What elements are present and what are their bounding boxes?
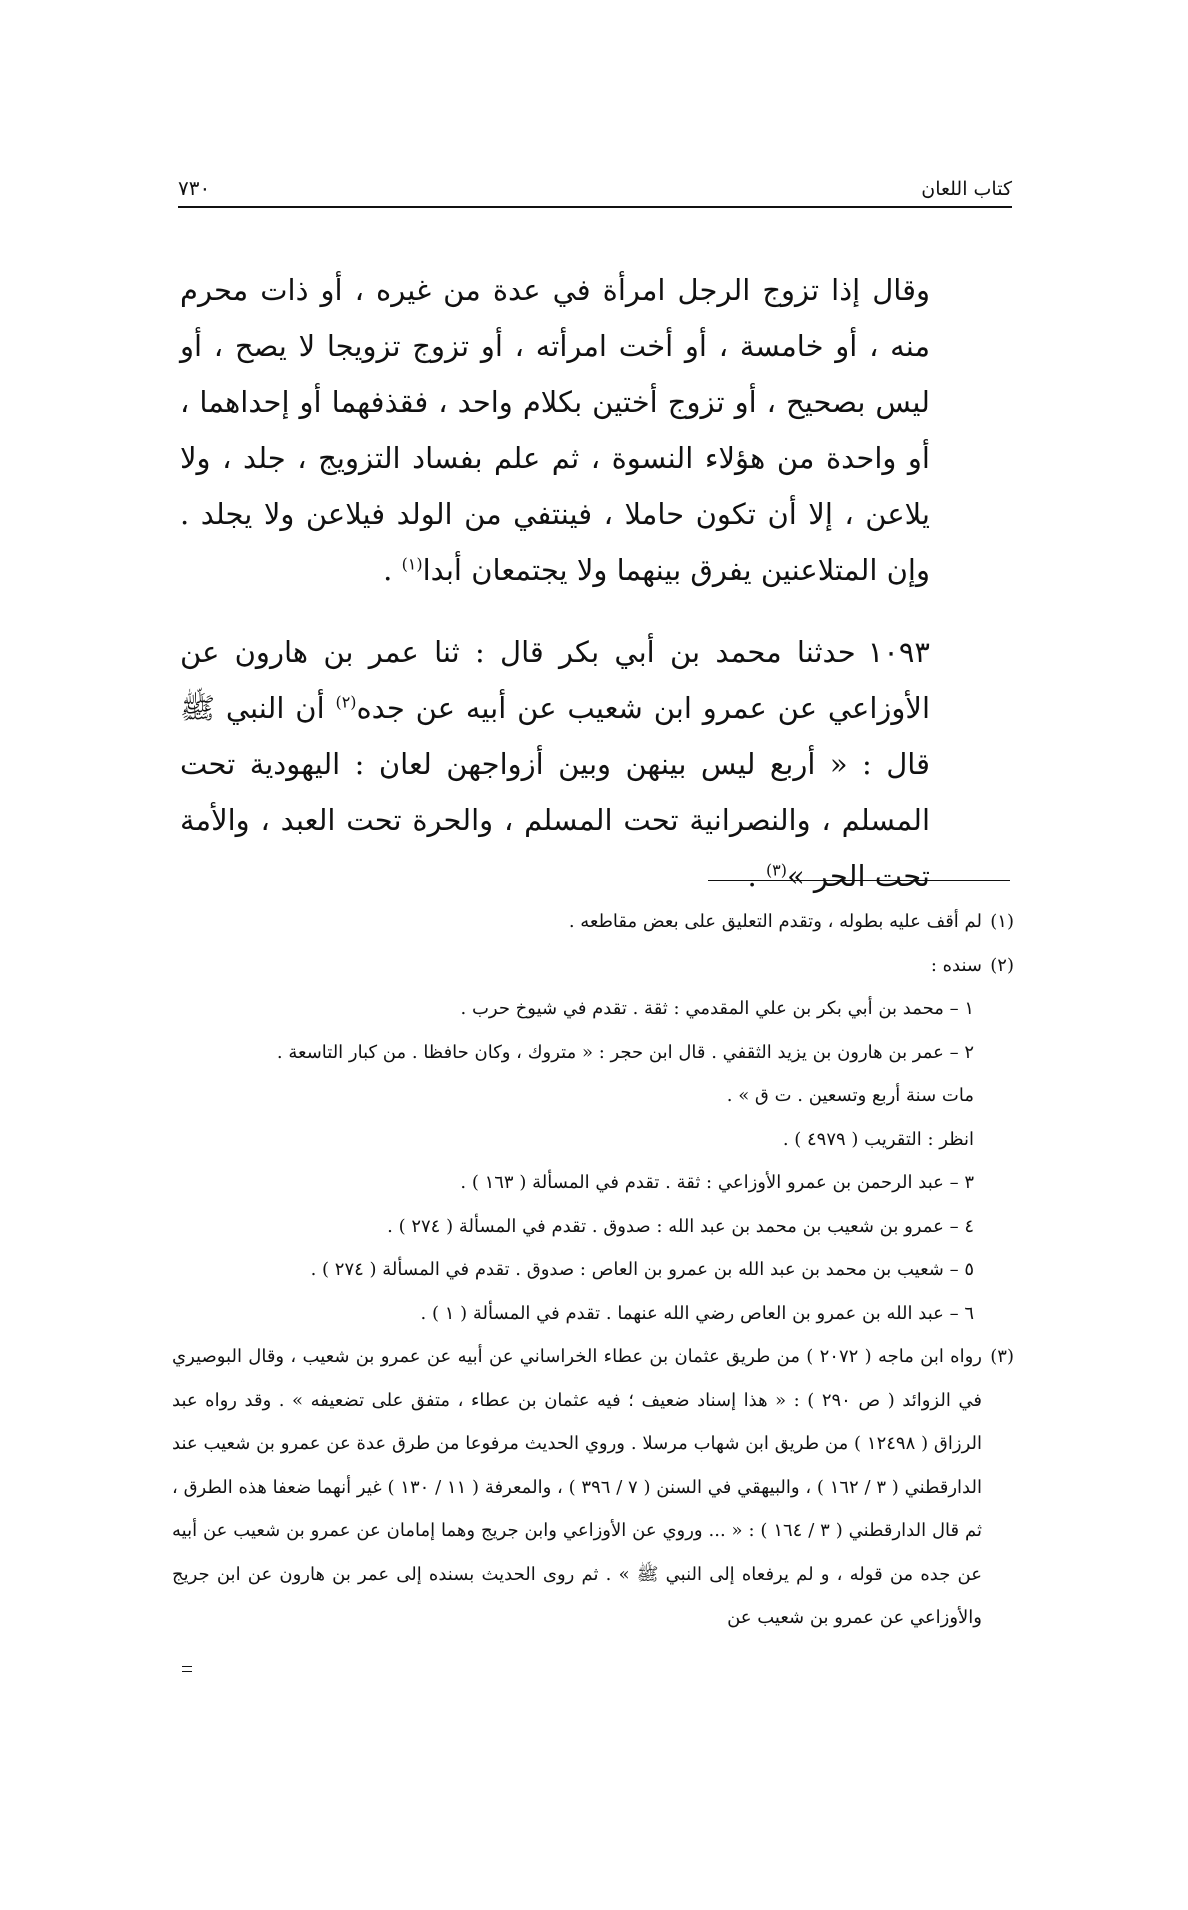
footnote-number: (٣)	[990, 1346, 1014, 1367]
running-header	[178, 160, 1012, 208]
paragraph-text: وقال إذا تزوج الرجل امرأة في عدة من غيره ، أو ذات محرم منه ، أو خامسة ، أو أخت امرأته ، أو تزوج تزويجا لا يصح ، أو ليس بصحيح ، أو تزوج أختين بكلام واحد ، فقذفهما أو إحداهما ، أو واحدة من هؤلاء النسوة ، ثم علم بفساد التزويج ، جلد ، ولا يلاعن ، إلا أن تكون حاملا ، فينتفي من الولد فيلاعن ولا يجلد . وإن المتلاعنين يفرق بينهما ولا يجتمعان أبدا	[180, 273, 930, 587]
footnote-2	[172, 944, 1014, 988]
hadith-chain: حدثنا محمد بن أبي بكر قال : ثنا عمر بن هارون عن الأوزاعي عن عمرو ابن شعيب عن أبيه عن جده	[180, 635, 930, 725]
narrator-2-continued: مات سنة أربع وتسعين . ت ق » .	[726, 1085, 974, 1106]
narrator-3: ٣ – عبد الرحمن بن عمرو الأوزاعي : ثقة . تقدم في المسألة ( ١٦٣ ) .	[460, 1172, 974, 1193]
footnote-ref-2[interactable]: (٢)	[335, 692, 357, 712]
hadith-1093: ١٠٩٣حدثنا محمد بن أبي بكر قال : ثنا عمر بن هارون عن الأوزاعي عن عمرو ابن شعيب عن أبيه عن جده$^{(٢)}$ أن النبي ﷺ قال : « أربع ليس بينهن وبين أزواجهن لعان : اليهودية تحت المسلم ، والنصرانية تحت المسلم ، والحرة تحت العبد ، والأمة تحت الحر »$^{(٣)}$ .	[180, 635, 930, 893]
footnote-ref-1[interactable]: (١)	[401, 554, 423, 574]
footnote-number: (١)	[990, 911, 1014, 932]
footnote-number: (٢)	[990, 954, 1014, 976]
narrator-1: ١ – محمد بن أبي بكر بن علي المقدمي : ثقة . تقدم في شيوخ حرب .	[460, 998, 974, 1019]
continuation-mark	[182, 1666, 192, 1672]
footnote-3	[172, 1335, 1014, 1640]
footnotes	[172, 900, 1014, 1640]
narrator-6: ٦ – عبد الله بن عمرو بن العاص رضي الله عنهما . تقدم في المسألة ( ١ ) .	[420, 1302, 974, 1324]
paragraph-ruling: وقال إذا تزوج الرجل امرأة في عدة من غيره ، أو ذات محرم منه ، أو خامسة ، أو أخت امرأته ، أو تزوج تزويجا لا يصح ، أو ليس بصحيح ، أو تزوج أختين بكلام واحد ، فقذفهما أو إحداهما ، أو واحدة من هؤلاء النسوة ، ثم علم بفساد التزويج ، جلد ، ولا يلاعن ، إلا أن تكون حاملا ، فينتفي من الولد فيلاعن ولا يجلد . وإن المتلاعنين يفرق بينهما ولا يجتمعان أبدا$^{(١)}$ .	[180, 273, 930, 587]
footnote-separator	[708, 880, 1010, 881]
main-text	[180, 262, 930, 904]
footnote-text: لم أقف عليه بطوله ، وتقدم التعليق على بعض مقاطعه .	[568, 911, 982, 932]
footnote-ref-3[interactable]: (٣)	[765, 860, 787, 880]
footnote-text: سنده :	[930, 954, 982, 976]
hadith-text: أن النبي ﷺ قال : « أربع ليس بينهن وبين أزواجهن لعان : اليهودية تحت المسلم ، والنصرانية تحت المسلم ، والحرة تحت العبد ، والأمة تحت الحر »	[180, 691, 930, 893]
hadith-number: ١٠٩٣	[867, 635, 930, 669]
narrator-4: ٤ – عمرو بن شعيب بن محمد بن عبد الله : صدوق . تقدم في المسألة ( ٢٧٤ ) .	[387, 1215, 974, 1237]
book-title: كتاب اللعان	[921, 178, 1012, 200]
narrator-2-reference: انظر : التقريب ( ٤٩٧٩ ) .	[782, 1128, 974, 1150]
page-number: ٧٣٠	[178, 176, 211, 200]
narrator-2: ٢ – عمر بن هارون بن يزيد الثقفي . قال ابن حجر : « متروك ، وكان حافظا . من كبار التاسعة .	[276, 1041, 974, 1063]
footnote-text: رواه ابن ماجه ( ٢٠٧٢ ) من طريق عثمان بن عطاء الخراساني عن أبيه عن عمرو بن شعيب ، وقال البوصيري في الزوائد ( ص ٢٩٠ ) : « هذا إسناد ضعيف ؛ فيه عثمان بن عطاء ، متفق على تضعيفه » . وقد رواه عبد الرزاق ( ١٢٤٩٨ ) من طريق ابن شهاب مرسلا . وروي الحديث مرفوعا من طرق عدة عن عمرو بن شعيب عند الدارقطني ( ٣ / ١٦٢ ) ، والبيهقي في السنن ( ٧ / ٣٩٦ ) ، والمعرفة ( ١١ / ١٣٠ ) غير أنهما ضعفا هذه الطرق ، ثم قال الدارقطني ( ٣ / ١٦٤ ) : « ... وروي عن الأوزاعي وابن جريج وهما إمامان عن عمرو بن شعيب عن أبيه عن جده من قوله ، و لم يرفعاه إلى النبي ﷺ » . ثم روى الحديث بسنده إلى عمر بن هارون عن ابن جريج والأوزاعي عن عمرو بن شعيب عن	[172, 1346, 983, 1628]
footnote-1	[172, 900, 1014, 944]
narrator-5: ٥ – شعيب بن محمد بن عبد الله بن عمرو بن العاص : صدوق . تقدم في المسألة ( ٢٧٤ ) .	[310, 1259, 974, 1280]
